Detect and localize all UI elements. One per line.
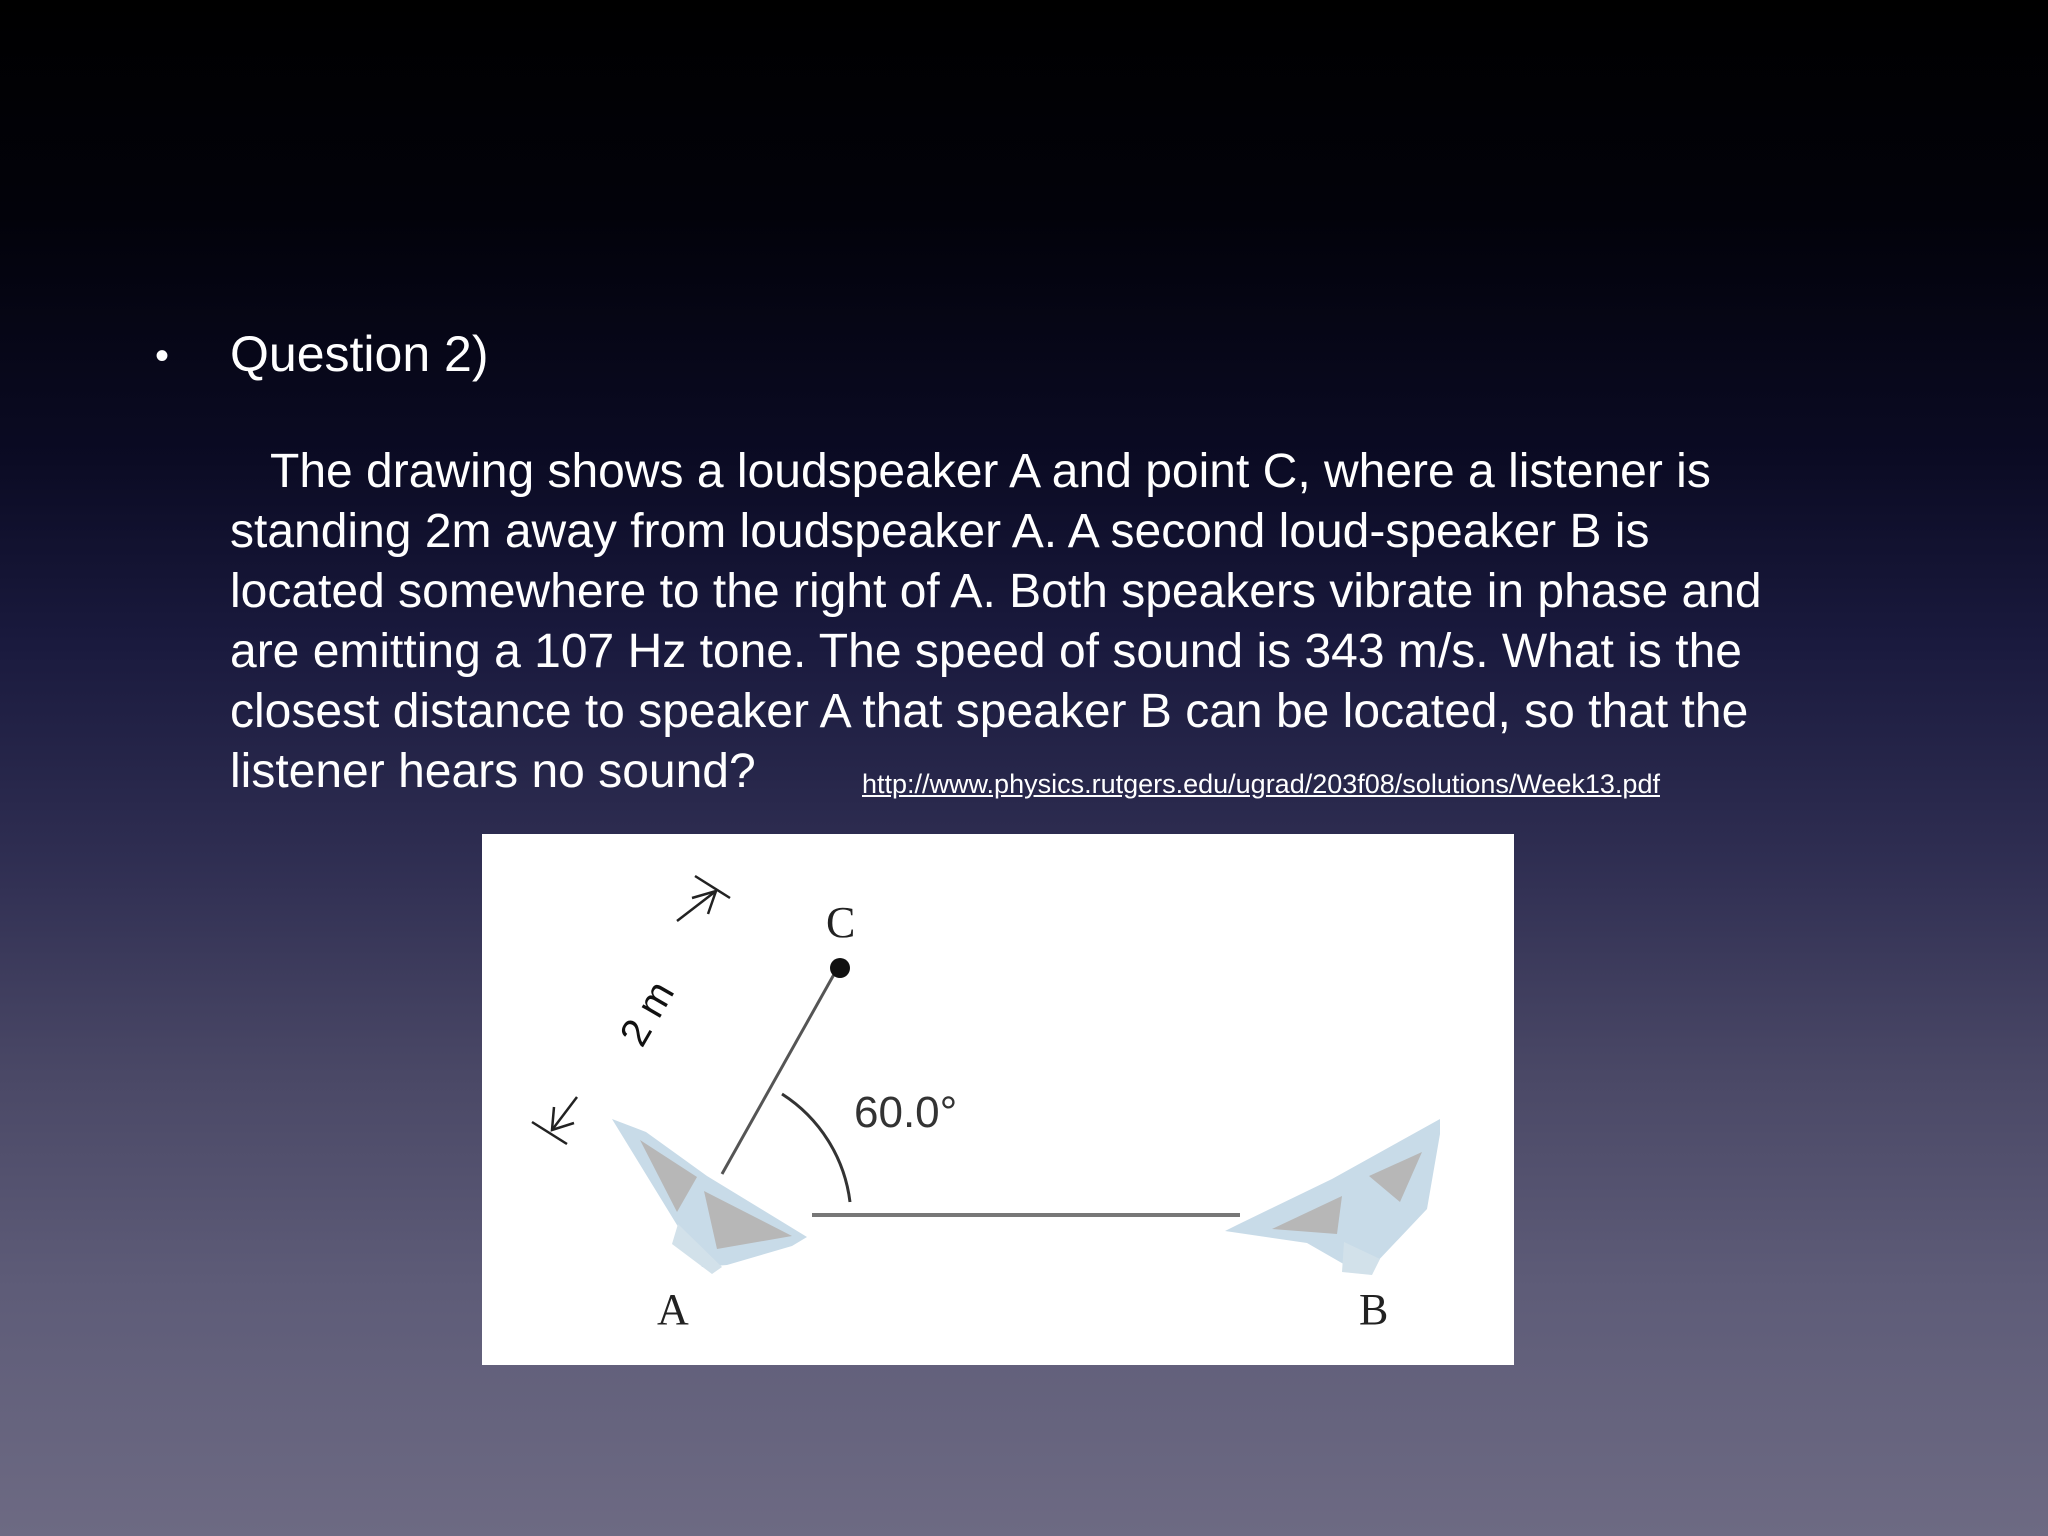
- question-line: listener hears no sound?: [230, 745, 756, 798]
- angle-arc: [782, 1094, 850, 1202]
- question-line: are emitting a 107 Hz tone. The speed of sound is 343 m/s. What is the: [230, 625, 1742, 678]
- question-text: [230, 442, 1870, 802]
- label-b: B: [1359, 1285, 1389, 1334]
- question-line: closest distance to speaker A that speaker B can be located, so that the: [230, 685, 1749, 738]
- line-a-to-c: [722, 969, 837, 1174]
- question-line: standing 2m away from loudspeaker A. A second loud-speaker B is: [230, 505, 1650, 558]
- speaker-b: [1225, 1119, 1440, 1275]
- label-a: A: [657, 1285, 689, 1334]
- question-line: located somewhere to the right of A. Both speakers vibrate in phase and: [230, 565, 1762, 618]
- angle-label: 60.0°: [854, 1088, 958, 1137]
- source-link[interactable]: http://www.physics.rutgers.edu/ugrad/203f08/solutions/Week13.pdf: [862, 769, 1660, 799]
- speaker-diagram: [482, 834, 1514, 1365]
- speaker-a: [612, 1119, 807, 1274]
- bullet-marker: •: [155, 334, 170, 378]
- label-c: C: [826, 898, 856, 947]
- question-title: Question 2): [230, 326, 489, 382]
- question-line: The drawing shows a loudspeaker A and point C, where a listener is: [270, 445, 1711, 498]
- distance-label: 2 m: [611, 973, 684, 1054]
- point-c: [830, 958, 850, 978]
